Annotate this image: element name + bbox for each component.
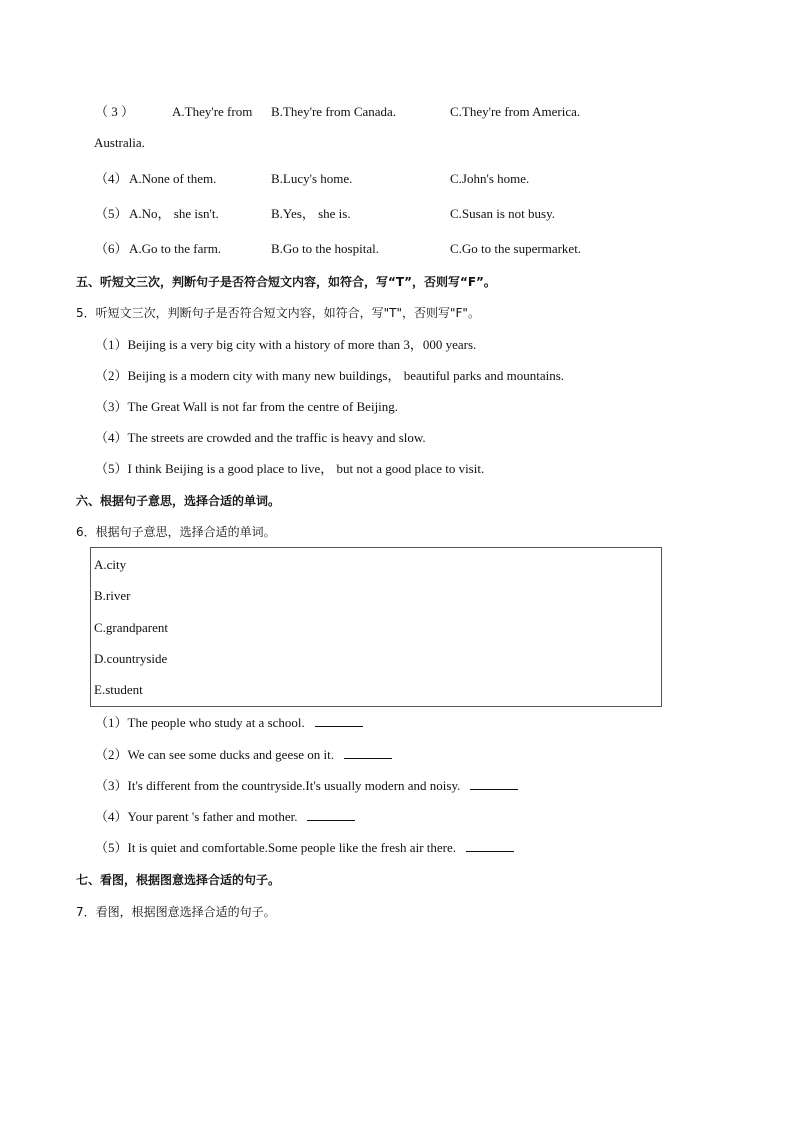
option-a: A.Go to the farm. [129,241,222,256]
statement-item: （1）Beijing is a very big city with a history of more than 3，000 years. [95,337,477,352]
question-number: （5） [95,206,128,221]
fill-blank-item [95,808,355,826]
word-option: C.grandparent [94,620,169,635]
word-option: A.city [94,557,127,572]
item-text: （2）We can see some ducks and geese on it. [95,747,335,762]
fill-blank-item [95,746,392,764]
statement-item: （3）The Great Wall is not far from the centre of Beijing. [95,399,399,414]
item-text: （1）The people who study at a school. [95,715,305,730]
answer-blank[interactable] [466,839,514,852]
question-number: （4） [95,171,128,186]
option-c: C.They're from America. [450,104,581,119]
statement-item: （4）The streets are crowded and the traffic is heavy and slow. [95,430,426,445]
statement-item: （2）Beijing is a modern city with many new buildings， beautiful parks and mountains. [95,368,565,383]
word-option: B.river [94,588,131,603]
fill-blank-item [95,839,514,857]
section-6-instruction: 6．根据句子意思，选择合适的单词。 [76,525,276,539]
item-text: （3）It's different from the countryside.It's usually modern and noisy. [95,778,461,793]
question-number: （ 3 ） [95,104,135,119]
section-7-instruction: 7．看图，根据图意选择合适的句子。 [76,905,276,919]
word-bank-box [90,547,662,707]
answer-blank[interactable] [315,714,363,727]
option-b: B.Yes， she is. [271,206,351,221]
question-number: （6） [95,241,128,256]
section-5-instruction: 5．听短文三次，判断句子是否符合短文内容，如符合，写"T"，否则写"F"。 [76,306,480,320]
word-option: D.countryside [94,651,168,666]
answer-blank[interactable] [470,777,518,790]
fill-blank-item [95,777,518,795]
word-option: E.student [94,682,143,697]
statement-item: （5）I think Beijing is a good place to live， but not a good place to visit. [95,461,485,476]
section-6-heading: 六、根据句子意思，选择合适的单词。 [76,494,281,508]
option-b: B.Go to the hospital. [271,241,379,256]
option-a-continuation: Australia. [94,135,145,150]
option-b: B.They're from Canada. [271,104,397,119]
section-7-heading: 七、看图，根据图意选择合适的句子。 [76,873,281,887]
option-c: C.Susan is not busy. [450,206,555,221]
item-text: （5）It is quiet and comfortable.Some people like the fresh air there. [95,840,456,855]
fill-blank-item [95,714,363,732]
option-c: C.John's home. [450,171,530,186]
option-a: A.No， she isn't. [129,206,219,221]
answer-blank[interactable] [307,808,355,821]
option-a: A.None of them. [129,171,217,186]
option-a: A.They're from [172,104,253,119]
item-text: （4）Your parent 's father and mother. [95,809,298,824]
answer-blank[interactable] [344,746,392,759]
section-5-heading: 五、听短文三次，判断句子是否符合短文内容，如符合，写“T”，否则写“F”。 [76,275,496,289]
option-b: B.Lucy's home. [271,171,353,186]
option-c: C.Go to the supermarket. [450,241,582,256]
